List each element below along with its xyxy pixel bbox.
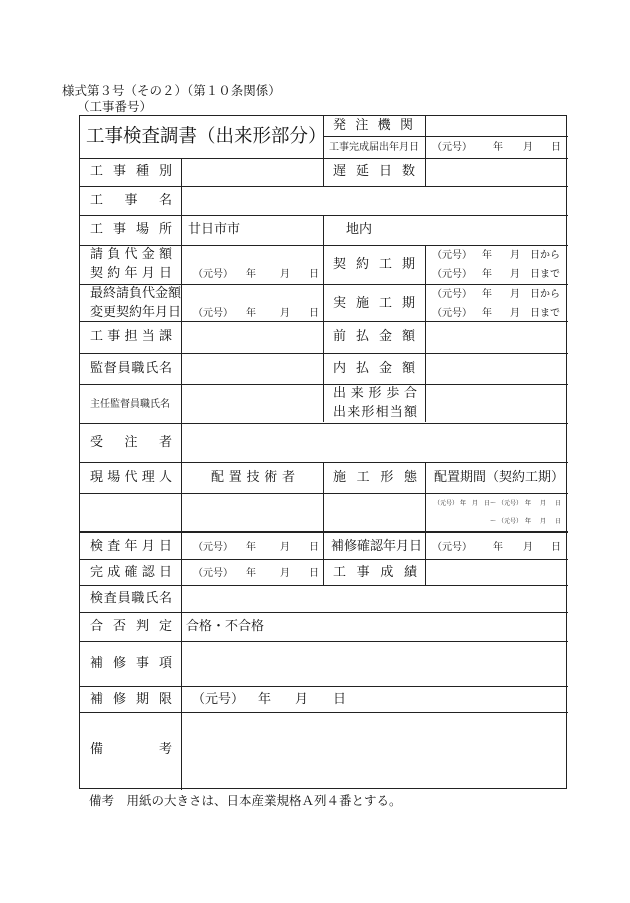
char: 機 (377, 118, 391, 133)
char: 年 (124, 266, 138, 281)
col-line (323, 245, 324, 422)
row-line-thick (80, 531, 568, 535)
char: 項 (158, 656, 172, 671)
completion-confirm-date-year: 年 (246, 568, 256, 579)
char: 氏 (145, 361, 159, 376)
char: 日 (378, 164, 392, 179)
char: 負 (107, 247, 121, 262)
row-line (80, 321, 568, 322)
char: 否 (112, 619, 126, 634)
partial-payment-label (333, 361, 415, 377)
repair-deadline-era: （元号） (192, 692, 245, 707)
char: 工 (378, 257, 392, 272)
progress-amount-label (333, 405, 417, 421)
contract-date-label (90, 266, 172, 282)
assign2-month: 月 (540, 518, 547, 525)
char: 人 (158, 470, 172, 485)
col-line (425, 245, 426, 422)
row-line (80, 462, 568, 463)
char: 補 (90, 692, 104, 707)
char: 成 (107, 565, 121, 580)
progress-rate-label (333, 386, 417, 402)
actual-period-from-year: 年 (482, 289, 492, 300)
ordering-agency-label (333, 118, 413, 134)
char: 合 (403, 386, 417, 401)
contract-period-from-day: 日から (530, 250, 560, 261)
char: 現 (90, 470, 104, 485)
actual-period-label (333, 296, 415, 312)
char: 月 (141, 539, 155, 554)
char: 工 (90, 329, 104, 344)
char: 者 (281, 470, 295, 485)
assign-to-month: 月 (540, 500, 547, 507)
inspection-date-month: 月 (280, 542, 290, 553)
assign-from-year: 年 (460, 500, 467, 507)
char: 形 (361, 405, 375, 420)
row-line (80, 493, 568, 494)
col-line (425, 116, 426, 186)
char: 種 (135, 164, 149, 179)
repair-confirm-date-month: 月 (523, 542, 533, 553)
completion-confirm-date-label (90, 565, 172, 581)
work-place-city: 廿日市市 (188, 222, 241, 237)
char: 期 (135, 692, 149, 707)
actual-period-from-day: 日から (530, 289, 560, 300)
char: 名 (158, 361, 172, 376)
contract-period-from-era: （元号） (432, 250, 472, 261)
row-line (80, 423, 568, 424)
char: 形 (380, 470, 394, 485)
row-line (80, 284, 568, 285)
char: 者 (158, 435, 172, 450)
actual-period-until-month: 月 (510, 308, 520, 319)
change-contract-date-month: 月 (280, 308, 290, 319)
inspection-date-day: 日 (309, 542, 319, 553)
completion-notice-date-era: （元号） (432, 142, 472, 153)
assign2-tilde: ～ (490, 518, 497, 525)
char: 期 (401, 296, 415, 311)
char: 判 (135, 619, 149, 634)
row-line (323, 136, 568, 137)
char: 監 (90, 361, 104, 376)
char: 場 (135, 222, 149, 237)
char: 約 (355, 257, 369, 272)
change-contract-date-day: 日 (309, 308, 319, 319)
actual-period-until-day: 日まで (530, 308, 560, 319)
char: 額 (401, 329, 415, 344)
char: 関 (399, 118, 413, 133)
repair-confirm-date-era: （元号） (432, 542, 472, 553)
row-line (80, 186, 568, 187)
char: 備 (90, 742, 104, 757)
char: 額 (401, 361, 415, 376)
char: 成 (380, 565, 394, 580)
assign-from-era: （元号） (434, 500, 459, 507)
char: 完 (90, 565, 104, 580)
char: 日 (158, 565, 172, 580)
char: 数 (401, 164, 415, 179)
col-line (425, 462, 426, 586)
char: 来 (347, 405, 361, 420)
char: 定 (158, 619, 172, 634)
inspection-date-year: 年 (246, 542, 256, 553)
form-title: 工事検査調書（出来形部分） (86, 126, 327, 147)
row-line (80, 612, 568, 613)
char: 契 (90, 266, 104, 281)
char: 職 (131, 361, 145, 376)
change-contract-date-era: （元号） (193, 308, 233, 319)
repair-confirm-date-label: 補修確認年月日 (331, 539, 423, 554)
actual-period-until-era: （元号） (432, 308, 472, 319)
char: 代 (124, 247, 138, 262)
chief-supervisor-name-label: 主任監督員職氏名 (90, 399, 170, 410)
char: 年 (124, 539, 138, 554)
row-line (80, 686, 568, 687)
contract-period-label (333, 257, 415, 273)
char: 金 (378, 361, 392, 376)
char: 員 (117, 591, 131, 606)
char: 工 (333, 565, 347, 580)
char: 績 (403, 565, 417, 580)
repair-deadline-day: 日 (333, 692, 347, 707)
char: 名 (158, 591, 172, 606)
char: 額 (158, 247, 172, 262)
char: 補 (90, 656, 104, 671)
char: 出 (333, 405, 347, 420)
char: 査 (107, 539, 121, 554)
char: 日 (158, 266, 172, 281)
char: 当 (389, 405, 403, 420)
char: 前 (333, 329, 347, 344)
char: 技 (246, 470, 260, 485)
row-line (80, 353, 568, 354)
char: 日 (158, 539, 172, 554)
assign-to-year: 年 (525, 500, 532, 507)
char: 額 (403, 405, 417, 420)
col-line (323, 462, 324, 586)
char: 歩 (386, 386, 400, 401)
contract-period-from-month: 月 (510, 250, 520, 261)
repair-deadline-label (90, 692, 172, 708)
supervisor-name-label (90, 361, 172, 377)
completion-notice-date-year: 年 (493, 142, 503, 153)
char: 工 (356, 470, 370, 485)
change-contract-date-label: 変更契約年月日 (90, 305, 182, 320)
char: 内 (333, 361, 347, 376)
contract-amount-label (90, 247, 172, 263)
char: 工 (90, 193, 104, 208)
contract-period-from-year: 年 (482, 250, 492, 261)
dept-in-charge-label (90, 329, 172, 345)
work-place-label (90, 222, 172, 238)
contract-date-era: （元号） (193, 269, 233, 280)
char: 約 (107, 266, 121, 281)
char: 当 (141, 329, 155, 344)
char: 契 (333, 257, 347, 272)
inspection-date-label (90, 539, 172, 555)
char: 考 (158, 742, 172, 757)
inspection-date-era: （元号） (193, 542, 233, 553)
char: 月 (141, 266, 155, 281)
construction-form-label (333, 470, 417, 486)
final-contract-amount-label: 最終請負代金額 (90, 286, 182, 301)
char: 配 (211, 470, 225, 485)
char: 検 (90, 539, 104, 554)
row-line (80, 559, 568, 560)
char: 金 (378, 329, 392, 344)
assign2-era: （元号） (498, 518, 523, 525)
char: 査 (103, 591, 117, 606)
contractor-label (90, 435, 172, 451)
assign2-year: 年 (525, 518, 532, 525)
assign-from-month: 月 (472, 500, 479, 507)
char: 事 (356, 565, 370, 580)
completion-notice-date-day: 日 (551, 142, 561, 153)
repair-confirm-date-year: 年 (493, 542, 503, 553)
footer-note: 備考 用紙の大きさは、日本産業規格Ａ列４番とする。 (89, 793, 402, 808)
repair-items-label (90, 656, 172, 672)
char: 理 (141, 470, 155, 485)
char: 事 (124, 193, 138, 208)
char: 注 (355, 118, 369, 133)
work-place-suffix: 地内 (346, 222, 373, 237)
char: 合 (90, 619, 104, 634)
contract-period-until-month: 月 (510, 269, 520, 280)
char: 工 (378, 296, 392, 311)
char: 出 (333, 386, 347, 401)
inspection-form (79, 115, 567, 789)
actual-period-until-year: 年 (482, 308, 492, 319)
row-line (80, 585, 568, 586)
contract-period-until-day: 日まで (530, 269, 560, 280)
char: 遅 (333, 164, 347, 179)
char: 施 (333, 470, 347, 485)
char: 払 (355, 361, 369, 376)
actual-period-from-era: （元号） (432, 289, 472, 300)
char: 請 (90, 247, 104, 262)
char: 事 (112, 164, 126, 179)
inspector-name-label (90, 591, 172, 607)
char: 職 (131, 591, 145, 606)
row-line (80, 215, 568, 216)
char: 事 (107, 329, 121, 344)
completion-notice-date-label: 工事完成届出年月日 (329, 142, 419, 153)
char: 代 (124, 470, 138, 485)
remarks-label (90, 742, 172, 758)
site-agent-label (90, 470, 172, 486)
char: 督 (103, 361, 117, 376)
pass-fail-label (90, 619, 172, 635)
assign-from-day: 日～ (484, 500, 497, 507)
char: 修 (112, 692, 126, 707)
char: 事 (135, 656, 149, 671)
char: 延 (355, 164, 369, 179)
char: 限 (158, 692, 172, 707)
assigned-engineer-label (211, 470, 295, 486)
char: 来 (350, 386, 364, 401)
char: 工 (90, 164, 104, 179)
char: 置 (228, 470, 242, 485)
char: 施 (355, 296, 369, 311)
contract-date-year: 年 (246, 269, 256, 280)
completion-notice-date-month: 月 (523, 142, 533, 153)
work-name-label (90, 193, 172, 209)
row-line (80, 158, 568, 159)
col-line (181, 158, 182, 790)
char: 別 (158, 164, 172, 179)
work-grade-label (333, 565, 417, 581)
assign2-day: 日 (555, 518, 562, 525)
char: 工 (90, 222, 104, 237)
project-number-label: （工事番号） (77, 99, 153, 114)
char: 払 (355, 329, 369, 344)
repair-deadline-year: 年 (258, 692, 272, 707)
delay-days-label (333, 164, 415, 180)
char: 検 (90, 591, 104, 606)
assignment-period-label: 配置期間（契約工期） (434, 470, 565, 485)
row-line (80, 641, 568, 642)
actual-period-from-month: 月 (510, 289, 520, 300)
assign-to-day: 日 (555, 500, 562, 507)
char: 確 (124, 565, 138, 580)
advance-payment-label (333, 329, 415, 345)
char: 員 (117, 361, 131, 376)
col-line (323, 215, 324, 245)
form-number: 様式第３号（その２）（第１０条関係） (62, 83, 281, 98)
completion-confirm-date-month: 月 (280, 568, 290, 579)
row-line (80, 712, 568, 713)
contract-date-day: 日 (309, 269, 319, 280)
work-type-label (90, 164, 172, 180)
completion-confirm-date-era: （元号） (193, 568, 233, 579)
contract-period-until-era: （元号） (432, 269, 472, 280)
char: 実 (333, 296, 347, 311)
char: 名 (158, 193, 172, 208)
repair-confirm-date-day: 日 (551, 542, 561, 553)
char: 期 (401, 257, 415, 272)
char: 修 (112, 656, 126, 671)
char: 相 (375, 405, 389, 420)
char: 術 (264, 470, 278, 485)
contract-period-until-year: 年 (482, 269, 492, 280)
contract-date-month: 月 (280, 269, 290, 280)
char: 認 (141, 565, 155, 580)
char: 事 (112, 222, 126, 237)
completion-confirm-date-day: 日 (309, 568, 319, 579)
char: 注 (124, 435, 138, 450)
char: 所 (158, 222, 172, 237)
row-line (80, 384, 568, 385)
char: 場 (107, 470, 121, 485)
char: 担 (124, 329, 138, 344)
char: 受 (90, 435, 104, 450)
pass-fail-value: 合格・不合格 (186, 619, 265, 634)
assign-to-era: （元号） (498, 500, 523, 507)
char: 態 (403, 470, 417, 485)
change-contract-date-year: 年 (246, 308, 256, 319)
char: 形 (368, 386, 382, 401)
char: 氏 (145, 591, 159, 606)
char: 発 (333, 118, 347, 133)
repair-deadline-month: 月 (295, 692, 309, 707)
char: 金 (141, 247, 155, 262)
row-line (80, 245, 568, 246)
char: 課 (158, 329, 172, 344)
